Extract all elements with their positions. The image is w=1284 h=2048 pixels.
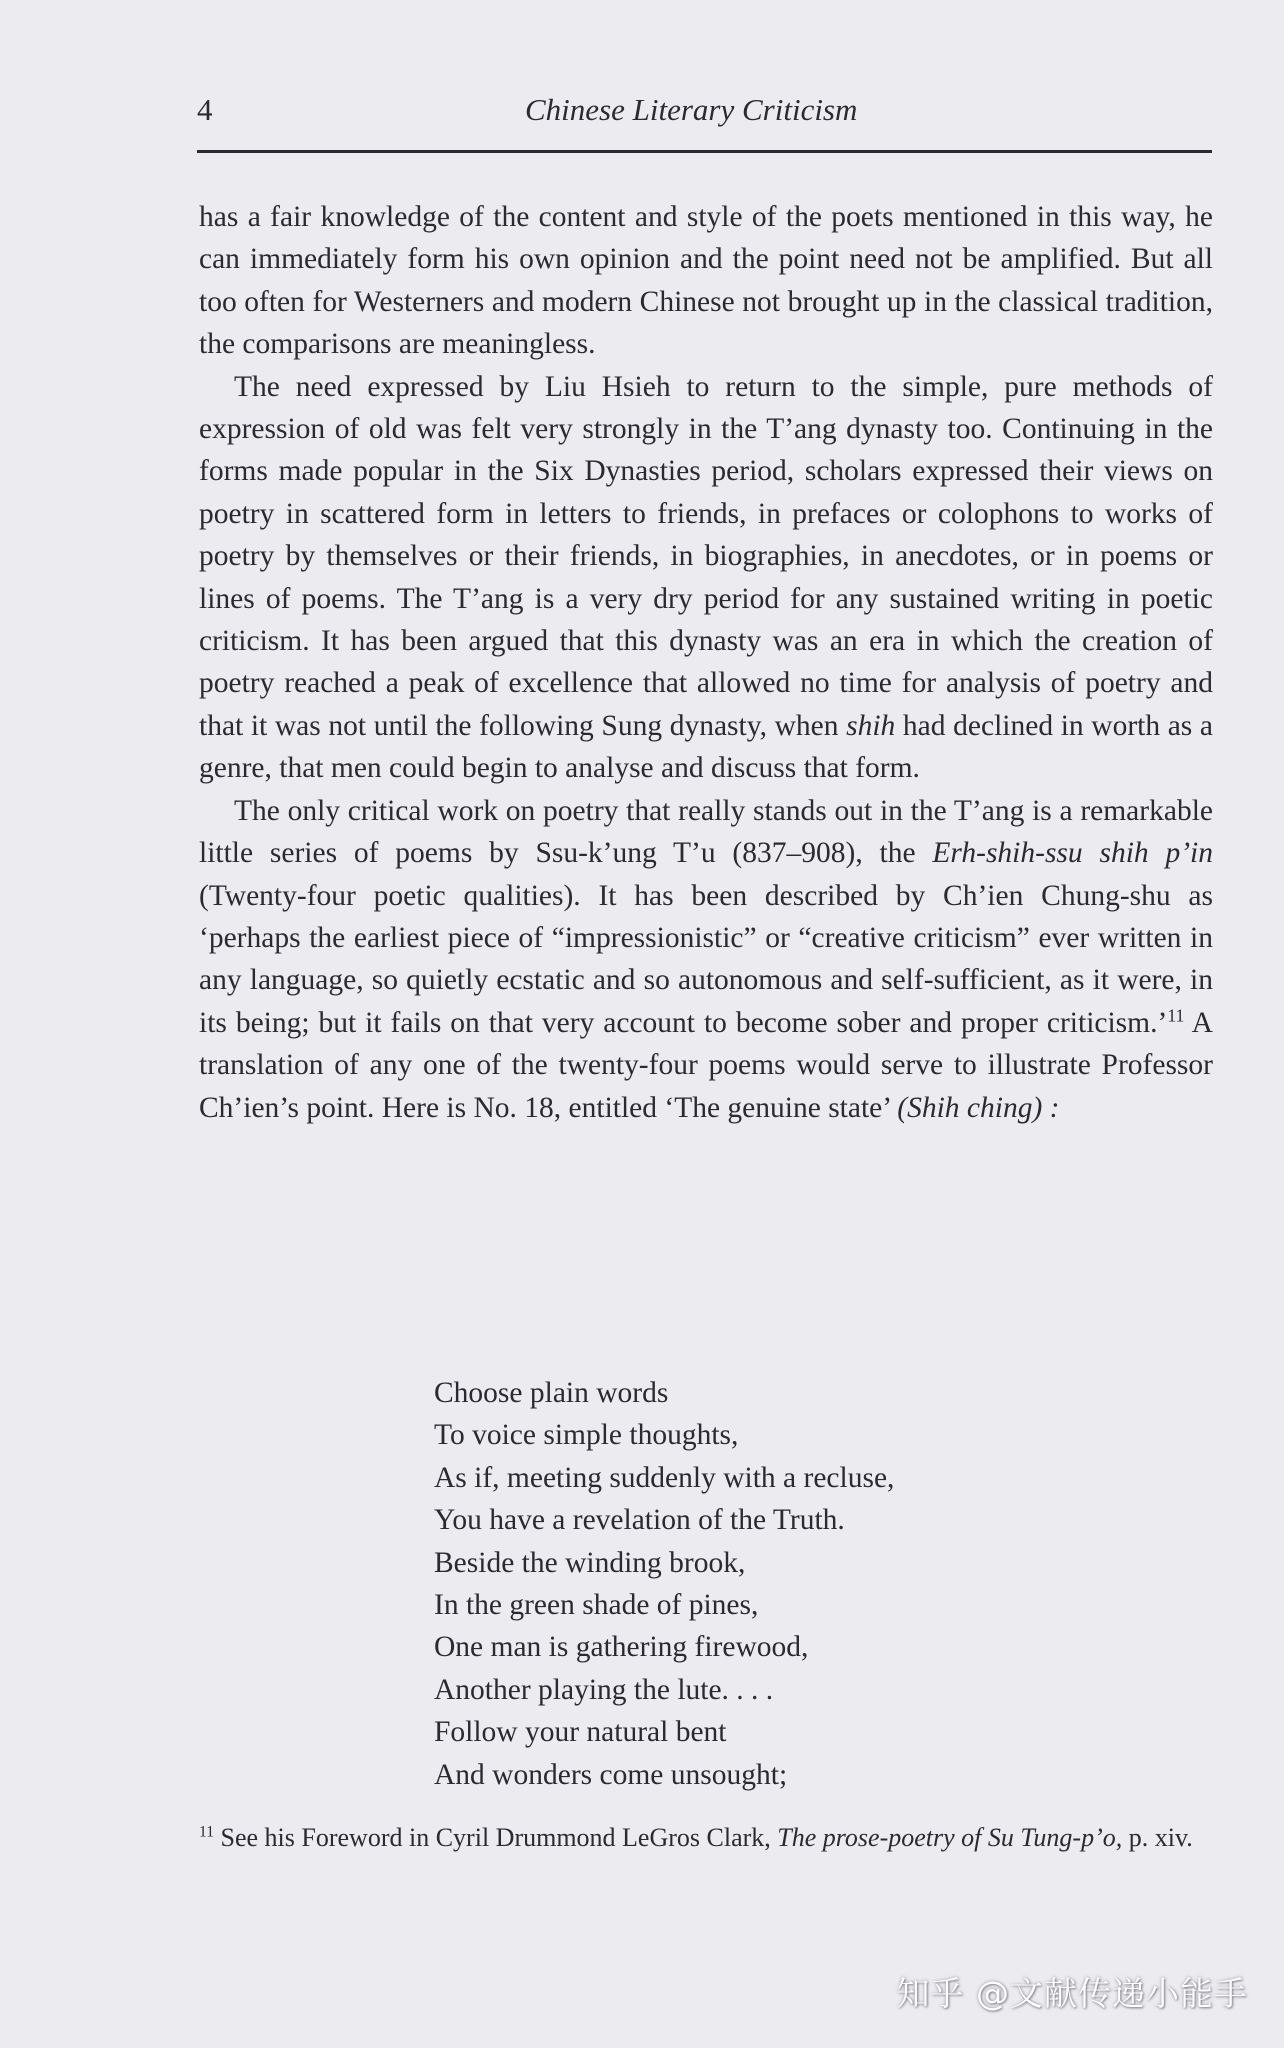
footnote-number: 11 (199, 1823, 215, 1841)
work-title: Erh-shih-ssu shih p’in (932, 837, 1213, 870)
verse-line: Another playing the lute. . . . (434, 1673, 774, 1706)
footnote-ref: 11 (1167, 1005, 1185, 1026)
paragraph-2: The need expressed by Liu Hsieh to return to the simple, pure methods of expression of old was felt very strongly in the T’ang dynasty too. Continuing in the forms made popular in the Six Dynasties period, scholars expressed their views on poetry in scattered form in letters to friends, in prefaces or colophons to works of poetry by themselves or their friends, in biographies, in anecdotes, or in poems or lines of poems. The T’ang is a very dry period for any sustained writing in poetic criticism. It has been argued that this dynasty was an era in which the creation of poetry reached a peak of excellence that allowed no time for analysis of poetry and that it was not until the following Sung dynasty, when shih had declined in worth as a genre, that men could begin to analyse and discuss that form. (199, 370, 1214, 785)
verse-line: One man is gathering firewood, (434, 1631, 809, 1664)
paragraph-1: has a fair knowledge of the content and style of the poets mentioned in this way, he can immediately form his own opinion and the point need not be amplified. But all too often for Westerners and modern Chinese not brought up in the classical tradition, the comparisons are meaningless. (199, 201, 1213, 361)
verse-line: As if, meeting suddenly with a recluse, (434, 1461, 895, 1494)
verse-line: Follow your natural bent (434, 1716, 727, 1749)
verse-line: Beside the winding brook, (434, 1546, 746, 1579)
page-number: 4 (197, 92, 213, 127)
running-head: Chinese Literary Criticism (525, 92, 858, 127)
footnote: $^{11}$ See his Foreword in Cyril Drummond LeGros Clark, The prose-poetry of Su Tung-p’o, p. xiv. (199, 1823, 1193, 1852)
page-header (197, 92, 1212, 152)
verse-line: In the green shade of pines, (434, 1589, 759, 1622)
body-text (199, 196, 1213, 1129)
verse-line: You have a revelation of the Truth. (434, 1504, 845, 1537)
poem-quotation (434, 1372, 894, 1796)
watermark: 知乎 @文献传递小能手 (896, 1974, 1248, 2013)
verse-line: Choose plain words (434, 1377, 669, 1409)
footnote-title: The prose-poetry of Su Tung-p’o, (777, 1823, 1123, 1852)
header-rule (197, 150, 1212, 153)
verse-line: To voice simple thoughts, (434, 1419, 739, 1452)
paragraph-3: The only critical work on poetry that really stands out in the T’ang is a remarkable little series of poems by Ssu-k’ung T’u (837–908), the Erh-shih-ssu shih p’in (Twenty-four poetic qualities). It has been described by Ch’ien Chung-shu as ‘perhaps the earliest piece of “impressionistic” or “creative criticism” ever written in any language, so quietly ecstatic and so autonomous and self-sufficient, as it were, in its being; but it fails on that very account to become sober and proper criticism.’$^{11}$ A translation of any one of the twenty-four poems would serve to illustrate Professor Ch’ien’s point. Here is No. 18, entitled ‘The genuine state’ (Shih ching) : (199, 794, 1213, 1124)
verse-line: And wonders come unsought; (434, 1758, 788, 1791)
